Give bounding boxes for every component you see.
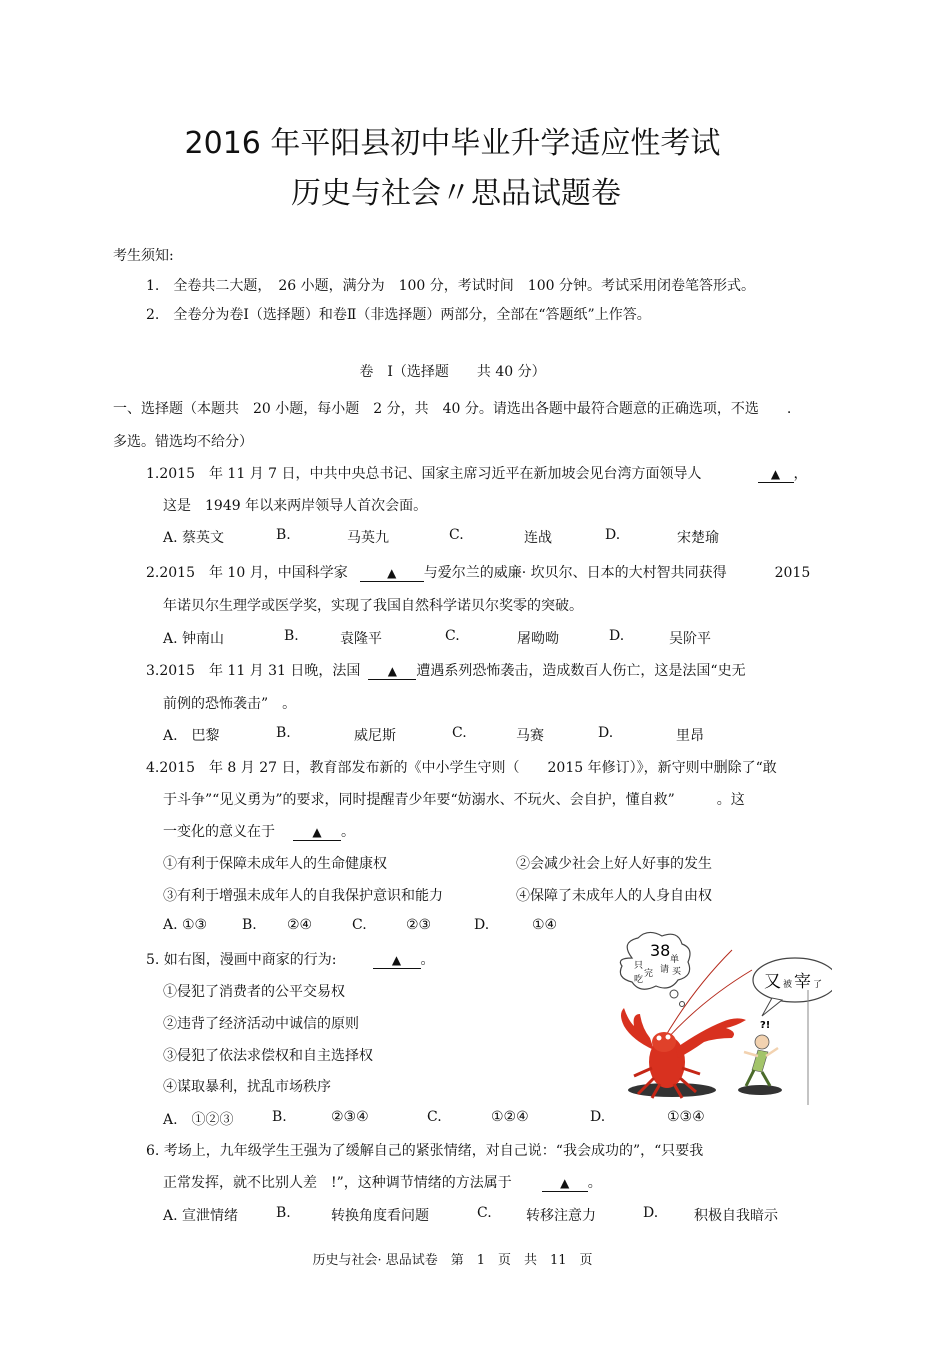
option-b-letter[interactable]: B.: [276, 1205, 291, 1221]
option-c-text: ②③: [406, 917, 432, 933]
notice-heading: 考生须知:: [113, 248, 174, 264]
svg-text:吃: 吃: [634, 975, 644, 985]
option-d-text: ①④: [532, 917, 558, 933]
question-1-line2: 这是 1949 年以来两岸领导人首次会面。: [163, 498, 428, 514]
option-d-text: 吴阶平: [669, 631, 711, 647]
option-d-letter[interactable]: D.: [609, 628, 625, 644]
page-footer: 历史与社会· 思品试卷 第 1 页 共 11 页: [312, 1253, 593, 1268]
option-d-letter[interactable]: D.: [474, 917, 490, 933]
option-b-letter[interactable]: B.: [276, 527, 291, 543]
option-a[interactable]: A. 宣泄情绪: [163, 1208, 239, 1224]
option-d-text: 积极自我暗示: [694, 1208, 778, 1224]
option-d-letter[interactable]: D.: [605, 527, 621, 543]
option-d-letter[interactable]: D.: [643, 1205, 659, 1221]
option-c-letter[interactable]: C.: [449, 527, 464, 543]
svg-text:单: 单: [670, 955, 680, 965]
question-4-line2: 于斗争”“见义勇为”的要求，同时提醒青少年要“妨溺水、不玩火、会自护，懂自救” 。这: [163, 792, 745, 808]
question-6-line2: 正常发挥，就不比别人差 !”，这种调节情绪的方法属于 ▲ 。: [163, 1175, 602, 1191]
question-4-line3: 一变化的意义在于 ▲ 。: [163, 824, 355, 840]
statement-4: ④保障了未成年人的人身自由权: [516, 888, 712, 904]
answer-blank[interactable]: ▲: [542, 1176, 588, 1192]
answer-blank[interactable]: ▲: [360, 566, 424, 582]
option-b-text: 转换角度看问题: [331, 1208, 429, 1224]
option-a[interactable]: A. 钟南山: [163, 631, 225, 647]
notice-item-2: 2. 全卷分为卷Ⅰ（选择题）和卷Ⅱ（非选择题）两部分，全部在“答题纸”上作答。: [146, 307, 651, 323]
statement-2: ②会减少社会上好人好事的发生: [516, 856, 712, 872]
exam-title-line2: 历史与社会〃思品试题卷: [291, 176, 621, 211]
option-d-text: 宋楚瑜: [677, 530, 719, 546]
option-c-text: 马赛: [516, 728, 544, 744]
option-c-letter[interactable]: C.: [477, 1205, 492, 1221]
section-instructions-line2: 多选。错选均不给分）: [113, 434, 253, 450]
speech-text: 又: [764, 972, 781, 992]
svg-text:只: 只: [634, 961, 644, 971]
question-6-line1: 6. 考场上，九年级学生王强为了缓解自己的紧张情绪，对自己说：“我会成功的”，“只要我: [146, 1143, 704, 1159]
option-c-text: 转移注意力: [526, 1208, 596, 1224]
question-3-line2: 前例的恐怖袭击” 。: [163, 696, 297, 712]
option-d-letter[interactable]: D.: [590, 1109, 606, 1125]
answer-blank[interactable]: ▲: [373, 953, 421, 969]
option-b-letter[interactable]: B.: [276, 725, 291, 741]
statement-3: ③侵犯了依法求偿权和自主选择权: [163, 1048, 373, 1064]
svg-text:了: 了: [813, 980, 823, 990]
svg-text:宰: 宰: [794, 972, 811, 992]
answer-blank[interactable]: ▲: [368, 664, 416, 680]
lobster-cartoon: [612, 930, 832, 1105]
question-4-line1: 4.2015 年 8 月 27 日，教育部发布新的《中小学生守则（ 2015 年修订）》，新守则中删除了“敢: [146, 760, 777, 776]
option-a[interactable]: A. 巴黎: [163, 728, 220, 744]
option-b-text: 马英九: [347, 530, 389, 546]
option-b-text: ②④: [287, 917, 313, 933]
statement-2: ②违背了经济活动中诚信的原则: [163, 1016, 359, 1032]
option-d-text: ①③④: [667, 1109, 705, 1125]
question-2-line1: 2.2015 年 10 月，中国科学家 ▲ 与爱尔兰的威廉· 坎贝尔、日本的大村智共同获得 2015: [146, 565, 811, 581]
option-b-letter[interactable]: B.: [242, 917, 257, 933]
option-c-text: 连战: [524, 530, 552, 546]
option-c-letter[interactable]: C.: [427, 1109, 442, 1125]
option-c-text: ①②④: [491, 1109, 529, 1125]
exclaim-mark: ?!: [760, 1020, 771, 1031]
svg-text:买: 买: [672, 967, 682, 977]
option-b-letter[interactable]: B.: [284, 628, 299, 644]
option-b-text: 袁隆平: [340, 631, 382, 647]
option-c-letter[interactable]: C.: [445, 628, 460, 644]
option-c-letter[interactable]: C.: [452, 725, 467, 741]
option-d-letter[interactable]: D.: [598, 725, 614, 741]
section-instructions-line1: 一、选择题（本题共 20 小题，每小题 2 分，共 40 分。请选出各题中最符合题意的正确选项，不选 .: [113, 401, 792, 417]
question-5-line1: 5. 如右图，漫画中商家的行为: ▲ 。: [146, 952, 435, 968]
svg-text:请: 请: [660, 965, 670, 975]
notice-item-1: 1. 全卷共二大题， 26 小题，满分为 100 分，考试时间 100 分钟。考试采用闭卷笔答形式。: [146, 278, 755, 294]
option-b-text: ②③④: [331, 1109, 369, 1125]
question-2-line2: 年诺贝尔生理学或医学奖，实现了我国自然科学诺贝尔奖零的突破。: [163, 598, 583, 614]
part-one-heading: 卷 Ⅰ（选择题 共 40 分）: [359, 364, 546, 380]
option-d-text: 里昂: [676, 728, 704, 744]
svg-text:被: 被: [783, 980, 793, 990]
question-3-line1: 3.2015 年 11 月 31 日晚，法国 ▲ 遭遇系列恐怖袭击，造成数百人伤亡，这是法国“史无: [146, 663, 746, 679]
svg-text:完: 完: [644, 969, 654, 979]
option-c-letter[interactable]: C.: [352, 917, 367, 933]
answer-blank[interactable]: ▲: [293, 825, 341, 841]
option-b-letter[interactable]: B.: [272, 1109, 287, 1125]
statement-1: ①有利于保障未成年人的生命健康权: [163, 856, 387, 872]
exam-title-line1: 2016 年平阳县初中毕业升学适应性考试: [184, 126, 721, 161]
option-a[interactable]: A. ①②③: [163, 1112, 234, 1128]
question-1-line1: 1.2015 年 11 月 7 日，中共中央总书记、国家主席习近平在新加坡会见台湾方面领导人 ▲ ，: [146, 466, 808, 482]
option-a[interactable]: A. 蔡英文: [163, 530, 225, 546]
statement-4: ④谋取暴利，扰乱市场秩序: [163, 1079, 331, 1095]
statement-1: ①侵犯了消费者的公平交易权: [163, 984, 345, 1000]
option-a[interactable]: A. ①③: [163, 917, 208, 933]
option-c-text: 屠呦呦: [517, 631, 559, 647]
answer-blank[interactable]: ▲: [758, 467, 794, 483]
option-b-text: 威尼斯: [354, 728, 396, 744]
bubble-number: 38: [650, 941, 671, 960]
statement-3: ③有利于增强未成年人的自我保护意识和能力: [163, 888, 443, 904]
